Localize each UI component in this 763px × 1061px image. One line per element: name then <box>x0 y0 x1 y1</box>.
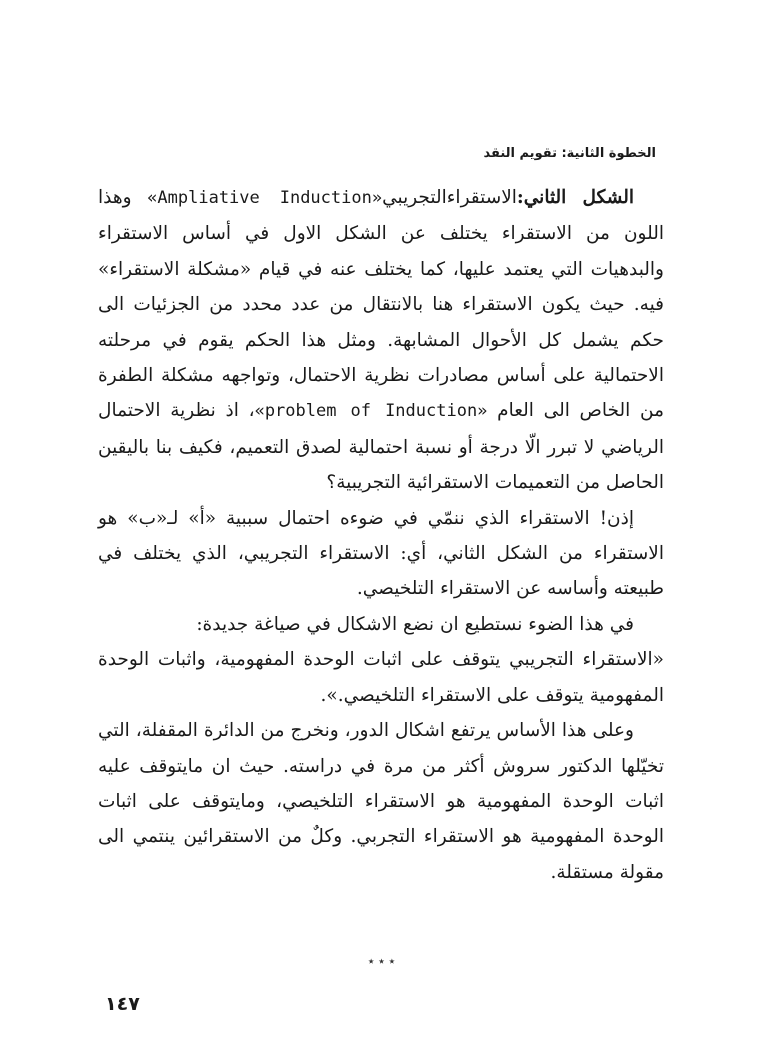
paragraph-1-text-a: وهذا اللون من الاستقراء يختلف عن الشكل الاول في أساس الاستقراء والبدهيات التي يعتمد عليها، كما يختلف عنه في قيام «مشكلة الاستقراء» فيه. حيث يكون الاستقراء هنا بالانتقال من عدد محدد من الجزئيات الى حكم يشمل كل الأحوال المشابهة. ومثل هذا الحكم يقوم في مرحلته الاحتمالية على أساس مصادرات نظرية الاحتمال، وتواجهه مشكلة الطفرة من الخاص الى العام <box>98 187 664 422</box>
section-title: الشكل الثاني: <box>516 187 634 208</box>
body-text <box>98 180 664 890</box>
paragraph-1 <box>98 180 664 501</box>
paragraph-1-text-b: ، اذ نظرية الاحتمال الرياضي لا تبرر الّا درجة أو نسبة احتمالية لصدق التعميم، فكيف بنا باليقين الحاصل من التعميمات الاستقرائية التجريبية؟ <box>98 400 664 494</box>
running-header: الخطوة الثانية: تقويم النقد <box>483 146 656 161</box>
section-separator: ٭ ٭ ٭ <box>367 954 396 968</box>
term-latin: «Ampliative Induction» <box>147 188 383 208</box>
paragraph-4-quote: «الاستقراء التجريبي يتوقف على اثبات الوحدة المفهومية، واثبات الوحدة المفهومية يتوقف على الاستقراء التلخيصي.». <box>98 649 664 706</box>
paragraph-2: إذن! الاستقراء الذي ننمّي في ضوءه احتمال سببية «أ» لـ«ب» هو الاستقراء من الشكل الثاني، أي: الاستقراء التجريبي، الذي يختلف في طبيعته وأساسه عن الاستقراء التلخيصي. <box>98 507 664 600</box>
page-number: ١٤٧ <box>105 993 140 1015</box>
term-latin-2: «problem of Induction» <box>254 401 488 422</box>
paragraph-3: في هذا الضوء نستطيع ان نضع الاشكال في صياغة جديدة: <box>196 613 634 635</box>
paragraph-5: وعلى هذا الأساس يرتفع اشكال الدور، ونخرج من الدائرة المقفلة، التي تخيّلها الدكتور سروش أكثر من مرة في دراسته. حيث ان مايتوقف عليه اثبات الوحدة المفهومية هو الاستقراء التلخيصي، ومايتوقف على اثبات الوحدة المفهومية هو الاستقراء التجربي. وكلٌ من الاستقرائين ينتمي الى مقولة مستقلة. <box>98 720 664 883</box>
term-arabic: الاستقراءالتجريبي <box>382 187 517 208</box>
